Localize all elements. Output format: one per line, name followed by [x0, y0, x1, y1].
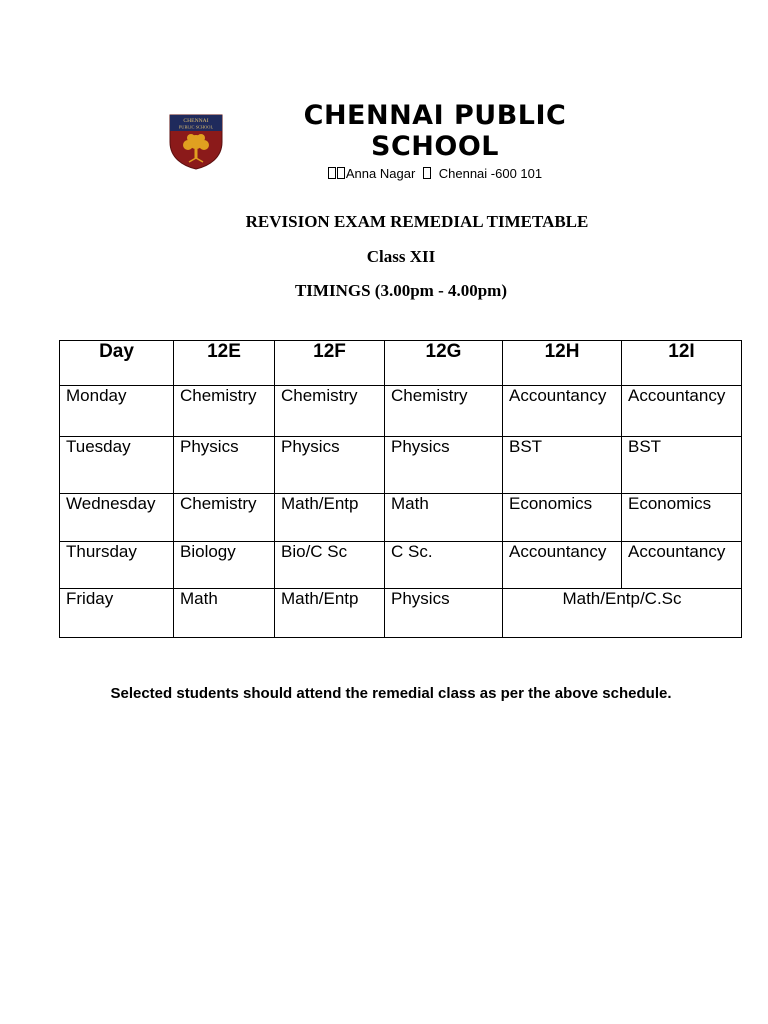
subject-cell: Physics: [385, 437, 503, 494]
subject-cell: Biology: [174, 542, 275, 589]
subject-cell: Economics: [503, 494, 622, 542]
school-crest-icon: [169, 114, 223, 170]
subject-cell: Chemistry: [174, 386, 275, 437]
header-12h: 12H: [503, 341, 622, 386]
school-address: [285, 166, 585, 181]
footer-note: Selected students should attend the remedial class as per the above schedule.: [110, 685, 672, 702]
subject-cell: Math/Entp: [275, 494, 385, 542]
table-row: [60, 386, 742, 437]
subject-cell: Physics: [174, 437, 275, 494]
subject-cell: BST: [503, 437, 622, 494]
address-separator-icon: [423, 167, 431, 179]
address-marker-icon: [337, 167, 345, 179]
subject-cell: Chemistry: [174, 494, 275, 542]
header-12e: 12E: [174, 341, 275, 386]
subject-cell: Chemistry: [275, 386, 385, 437]
subject-cell: BST: [622, 437, 742, 494]
day-cell: Wednesday: [60, 494, 174, 542]
subject-cell: Accountancy: [622, 542, 742, 589]
subject-cell: Math: [174, 589, 275, 638]
subject-cell: C Sc.: [385, 542, 503, 589]
subject-cell: Accountancy: [503, 542, 622, 589]
subject-cell-merged: Math/Entp/C.Sc: [503, 589, 742, 638]
day-cell: Friday: [60, 589, 174, 638]
table-row: [60, 494, 742, 542]
header-12i: 12I: [622, 341, 742, 386]
class-label: Class XII: [366, 247, 436, 266]
address-marker-icon: [328, 167, 336, 179]
table-header-row: [60, 341, 742, 386]
subject-cell: Chemistry: [385, 386, 503, 437]
timetable-title: REVISION EXAM REMEDIAL TIMETABLE: [245, 212, 589, 231]
address-locality: Anna Nagar: [345, 166, 416, 181]
header-day: Day: [60, 341, 174, 386]
subject-cell: Accountancy: [503, 386, 622, 437]
table-row: [60, 437, 742, 494]
subject-cell: Math: [385, 494, 503, 542]
school-name: CHENNAI PUBLIC SCHOOL: [303, 100, 567, 162]
header-12g: 12G: [385, 341, 503, 386]
address-city: Chennai -600 101: [438, 166, 543, 181]
table-row: [60, 589, 742, 638]
timings-label: TIMINGS (3.00pm - 4.00pm): [294, 281, 508, 300]
table-row: [60, 542, 742, 589]
header-12f: 12F: [275, 341, 385, 386]
school-logo: [169, 114, 223, 170]
subject-cell: Math/Entp: [275, 589, 385, 638]
timetable: [59, 340, 742, 638]
subject-cell: Physics: [275, 437, 385, 494]
logo-text-bottom: PUBLIC SCHOOL: [178, 124, 214, 130]
subject-cell: Physics: [385, 589, 503, 638]
day-cell: Tuesday: [60, 437, 174, 494]
day-cell: Thursday: [60, 542, 174, 589]
logo-text-top: CHENNAI: [183, 118, 209, 124]
subject-cell: Bio/C Sc: [275, 542, 385, 589]
day-cell: Monday: [60, 386, 174, 437]
subject-cell: Economics: [622, 494, 742, 542]
subject-cell: Accountancy: [622, 386, 742, 437]
